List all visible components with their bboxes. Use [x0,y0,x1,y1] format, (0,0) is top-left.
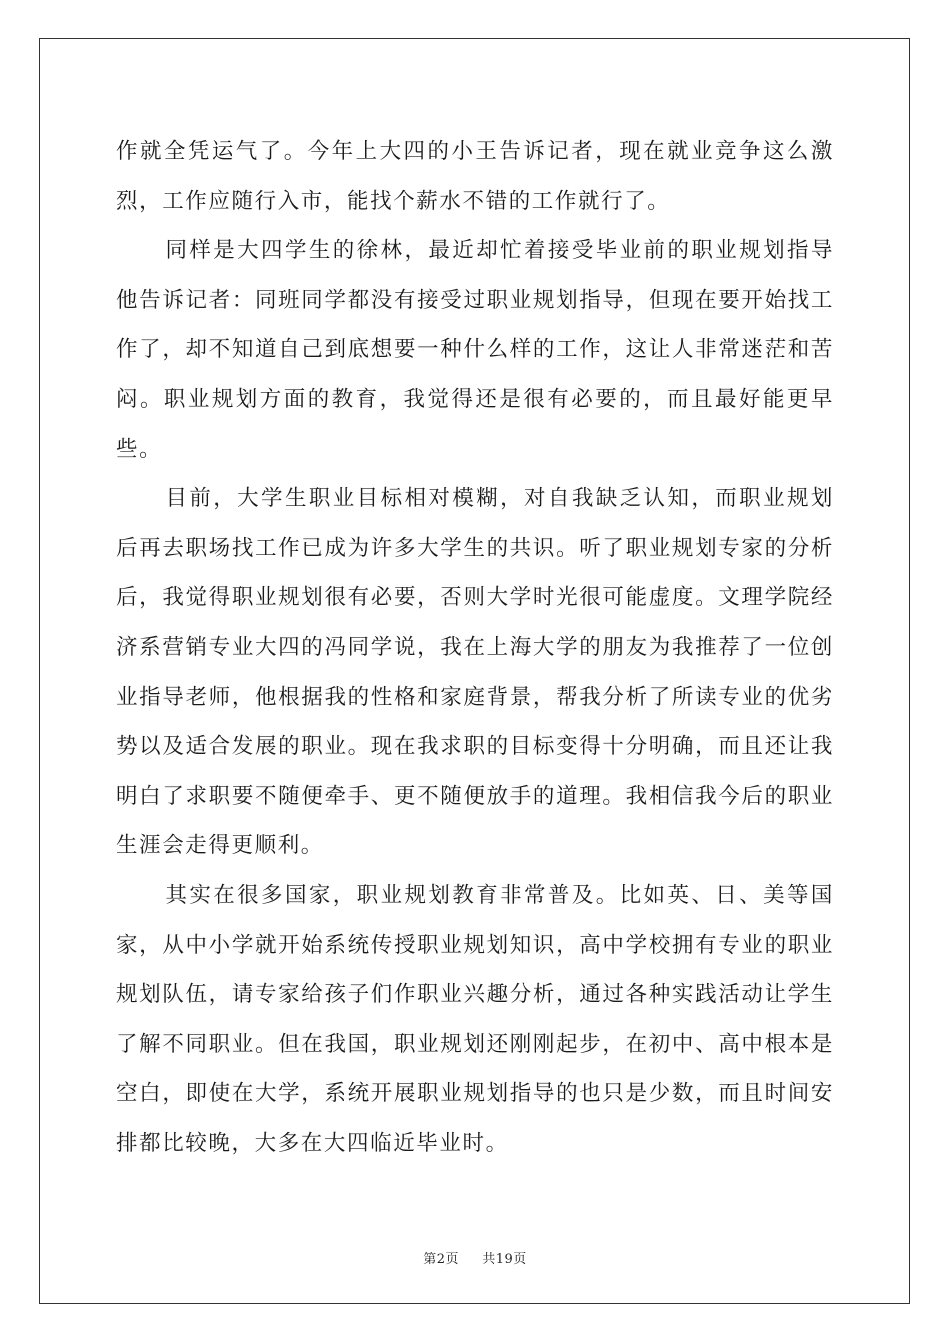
paragraph-4: 其实在很多国家，职业规划教育非常普及。比如英、日、美等国家，从中小学就开始系统传授职业规划知识，高中学校拥有专业的职业规划队伍，请专家给孩子们作职业兴趣分析，通过各种实践活动让学生了解不同职业。但在我国，职业规划还刚刚起步，在初中、高中根本是空白，即使在大学，系统开展职业规划指导的也只是少数，而且时间安排都比较晚，大多在大四临近毕业时。 [116,882,834,1156]
document-body [116,127,834,1168]
paragraph-2: 同样是大四学生的徐林，最近却忙着接受毕业前的职业规划指导他告诉记者：同班同学都没有接受过职业规划指导，但现在要开始找工作了，却不知道自己到底想要一种什么样的工作，这让人非常迷茫和苦闷。职业规划方面的教育，我觉得还是很有必要的，而且最好能更早些。 [116,238,834,462]
total-pages-label: 共19页 [482,1252,527,1267]
current-page-label: 第2页 [423,1252,459,1267]
page-footer [0,1248,950,1267]
paragraph-3: 目前，大学生职业目标相对模糊，对自我缺乏认知，而职业规划后再去职场找工作已成为许多大学生的共识。听了职业规划专家的分析后，我觉得职业规划很有必要，否则大学时光很可能虚度。文理学院经济系营销专业大四的冯同学说，我在上海大学的朋友为我推荐了一位创业指导老师，他根据我的性格和家庭背景，帮我分析了所读专业的优劣势以及适合发展的职业。现在我求职的目标变得十分明确，而且还让我明白了求职要不随便牵手、更不随便放手的道理。我相信我今后的职业生涯会走得更顺利。 [116,486,834,859]
paragraph-1: 作就全凭运气了。今年上大四的小王告诉记者，现在就业竞争这么激烈，工作应随行入市，能找个薪水不错的工作就行了。 [116,139,834,214]
